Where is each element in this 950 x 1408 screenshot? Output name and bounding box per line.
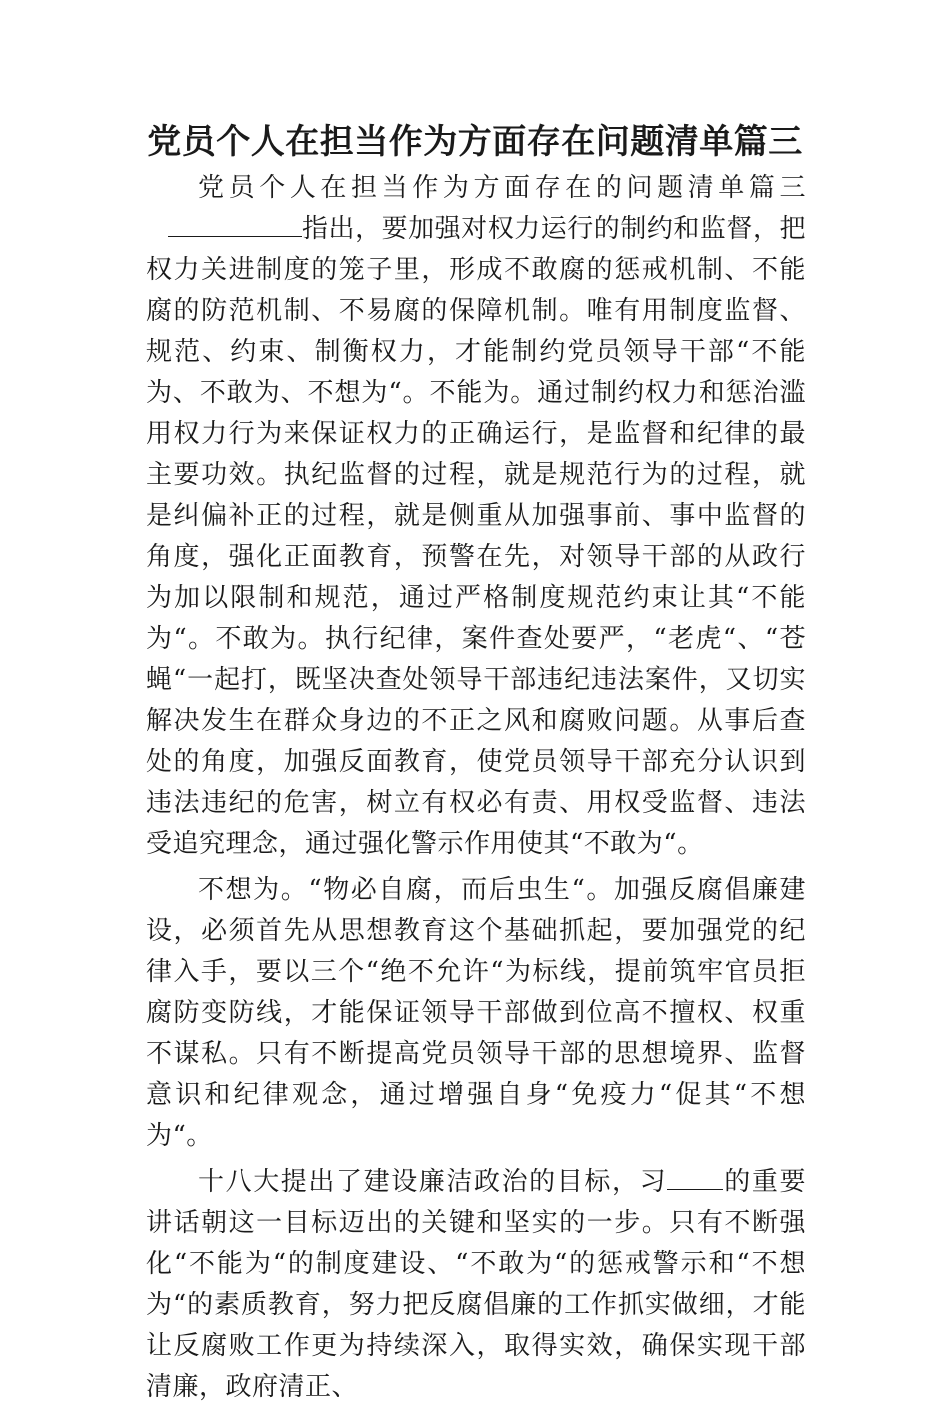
paragraph-1 (146, 168, 806, 865)
paragraph-text: 十八大提出了建设廉洁政治的目标，习 (198, 1167, 668, 1197)
paragraph-text: 党员个人在担当作为方面存在的问题清单篇三 (198, 173, 806, 203)
fill-in-blank (250, 214, 302, 237)
paragraph-text: 的重要讲话朝这一目标迈出的关键和坚实的一步。只有不断强化“不能为“的制度建设、“不敢为“的惩戒警示和“不想为“的素质教育，努力把反腐倡廉的工作抓实做细，才能让反腐败工作更为持续深入，取得实效，确保实现干部清廉，政府清正、 (146, 1167, 806, 1402)
paragraph-3 (146, 1162, 806, 1408)
document-title: 党员个人在担当作为方面存在问题清单篇三 (147, 122, 803, 162)
paragraph-text: 不想为。“物必自腐，而后虫生“。加强反腐倡廉建设，必须首先从思想教育这个基础抓起，要加强党的纪律入手，要以三个“绝不允许“为标线，提前筑牢官员拒腐防变防线，才能保证领导干部做到位高不擅权、权重不谋私。只有不断提高党员领导干部的思想境界、监督意识和纪律观念，通过增强自身“免疫力“促其“不想为“。 (146, 875, 806, 1151)
fill-in-blank (667, 1167, 723, 1190)
paragraph-text: 指出，要加强对权力运行的制约和监督，把权力关进制度的笼子里，形成不敢腐的惩戒机制、不能腐的防范机制、不易腐的保障机制。唯有用制度监督、规范、约束、制衡权力，才能制约党员领导干部“不能为、不敢为、不想为“。不能为。通过制约权力和惩治滥用权力行为来保证权力的正确运行，是监督和纪律的最主要功效。执纪监督的过程，就是规范行为的过程，就是纠偏补正的过程，就是侧重从加强事前、事中监督的角度，强化正面教育，预警在先，对领导干部的从政行为加以限制和规范，通过严格制度规范约束让其“不能为“。不敢为。执行纪律，案件查处要严，“老虎“、“苍蝇“一起打，既坚决查处领导干部违纪违法案件，又切实解决发生在群众身边的不正之风和腐败问题。从事后查处的角度，加强反面教育，使党员领导干部充分认识到违法违纪的危害，树立有权必有责、用权受监督、违法受追究理念，通过强化警示作用使其“不敢为“。 (146, 214, 806, 859)
fill-in-blank (168, 214, 250, 237)
document-body (146, 168, 806, 1408)
paragraph-2 (146, 870, 806, 1157)
